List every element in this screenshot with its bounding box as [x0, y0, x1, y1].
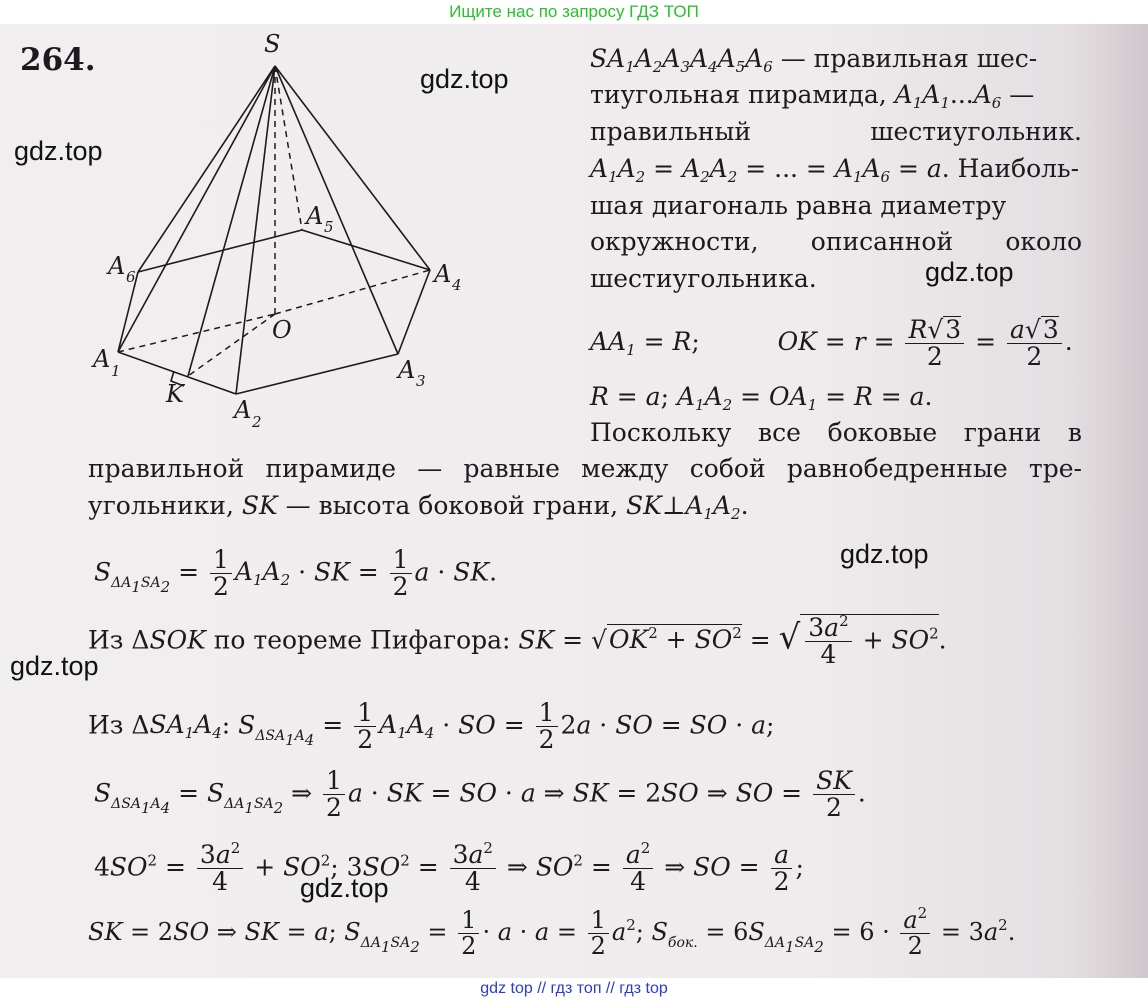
label-a4: A	[434, 260, 452, 288]
formula-area: $S_{\Delta A_1SA_2}$ = $\frac{1}{2}$ $A_1A_2$ · SK = $\frac{1}{2}$ a · SK.	[94, 545, 498, 602]
fraction: $\frac{1}{2}$	[588, 908, 609, 959]
label-a1: A	[93, 345, 111, 373]
line-12-b: — высота боковой грани,	[277, 491, 627, 520]
line-2-dash: —	[1001, 80, 1035, 109]
line-2: тиугольная пирамида, $A_1A_1...A_6$ —	[590, 80, 1035, 112]
line-14-b: по теореме Пифагора:	[205, 625, 519, 655]
fraction: $\frac{1}{2}$	[354, 700, 376, 754]
line-1: $SA_1A_2A_3A_4A_5A_6$ — правильная шес-	[590, 44, 1038, 76]
line-6	[590, 227, 1082, 257]
fraction: $\frac{3a^2}{4}$	[805, 615, 851, 669]
fraction: $\frac{1}{2}$	[210, 547, 232, 601]
fraction: $\frac{a}{2}$	[771, 842, 793, 896]
line-6-b: описанной	[810, 227, 954, 256]
formula-triangle-sa1a4: Из $\Delta SA_1A_4$: $S_{\Delta SA_1A_4}$ = $\frac{1}{2}$ $A_1A_4$ · SO = $\frac{1}{2}$ 2a · SO = SO · a;	[88, 698, 775, 755]
edge-sa3	[275, 66, 398, 354]
edge-a2a3	[236, 354, 398, 394]
textbook-page	[0, 24, 1148, 978]
fraction: $\frac{a^2}{4}$	[623, 842, 653, 896]
top-banner[interactable]: Ищите нас по запросу ГДЗ ТОП	[449, 2, 699, 21]
fraction: $\frac{1}{2}$	[390, 547, 412, 601]
line-3-a: правильный	[590, 117, 752, 146]
fraction: $\frac{R√3}{2}$	[905, 316, 964, 371]
formula-equal-areas: $S_{\Delta SA_1A_4} = S_{\Delta A_1SA_2}$ ⇒ $\frac{1}{2}$ a · SK = SO · a ⇒ SK = 2SO ⇒ SO = $\frac{SK}{2}$ .	[94, 766, 866, 823]
watermark: gdz.top	[300, 873, 389, 903]
label-a6: A	[108, 252, 126, 280]
formula-final: SK = 2SO ⇒ SK = a; $S_{\Delta A_1SA_2}$ = $\frac{1}{2}$ · a · a = $\frac{1}{2}$ $a^2$; $S_{бок.} = 6S_{\Delta A_1SA_2} = 6$ · $\frac{a^2}{2}$ = $3a^2$.	[88, 904, 1016, 961]
line-3-b: шестиугольник.	[870, 117, 1082, 146]
label-a2: A	[234, 396, 252, 424]
fraction: $\frac{3a^2}{4}$	[197, 842, 243, 896]
line-15-a: Из	[88, 710, 132, 740]
line-1-text: — правильная шес-	[772, 44, 1038, 73]
line-6-a: окружности,	[590, 227, 759, 256]
label-a5: A	[306, 202, 324, 230]
line-12-a: угольники,	[88, 491, 242, 520]
line-11: правильной пирамиде — равные между собой равнобедренные тре-	[88, 454, 1082, 483]
line-12: угольники, SK — высота боковой грани, $SK\perp A_1A_2$.	[88, 491, 749, 523]
fraction: $\frac{1}{2}$	[323, 768, 345, 822]
fraction: $\frac{3a^2}{4}$	[450, 842, 496, 896]
label-a3-sub: 3	[416, 372, 426, 390]
edge-sa4	[275, 66, 430, 270]
hidden-ok	[188, 314, 275, 376]
line-6-c: около	[1005, 227, 1083, 256]
hidden-edge-sa5	[275, 66, 302, 230]
fraction: $\frac{SK}{2}$	[813, 768, 855, 822]
watermark: gdz.top	[10, 651, 99, 681]
edge-a4a5	[302, 230, 430, 270]
edge-sa1	[118, 66, 275, 352]
label-a1-sub: 1	[111, 362, 121, 380]
hidden-oa4	[275, 270, 430, 314]
line-10: Поскольку все боковые грани в	[590, 418, 1082, 447]
label-s: S	[264, 30, 281, 58]
label-a5-sub: 5	[324, 218, 334, 236]
fraction: $\frac{a√3}{2}$	[1007, 316, 1062, 371]
bottom-banner[interactable]: gdz top // гдз топ // гдз top	[480, 980, 668, 997]
label-o: O	[272, 316, 292, 344]
line-3	[590, 117, 1082, 147]
label-k: K	[166, 380, 184, 408]
line-7: шестиугольника.	[590, 264, 817, 293]
line-4-text: . Наиболь-	[941, 154, 1080, 183]
formula-so: $4SO^2$ = $\frac{3a^2}{4}$ + $SO^2$; $3SO^2$ = $\frac{3a^2}{4}$ ⇒ $SO^2$ = $\frac{a^2}{4}$ ⇒ SO = $\frac{a}{2}$ ;	[94, 839, 804, 897]
fraction: $\frac{1}{2}$	[536, 700, 558, 754]
problem-number: 264.	[20, 42, 96, 78]
label-a2-sub: 2	[252, 413, 262, 431]
watermark: gdz.top	[420, 64, 509, 94]
line-4: $A_1A_2 = A_2A_2$ = ... = $A_1A_6 = a$. Наиболь-	[590, 154, 1080, 186]
formula-pythagoras: Из ΔSOK по теореме Пифагора: SK = $√OK^2 + SO^2$ = √ $\frac{3a^2}{4}$ + $SO^2$.	[88, 612, 947, 670]
line-14-a: Из	[88, 625, 132, 655]
watermark: gdz.top	[925, 257, 1014, 287]
line-2-dots: ...	[949, 80, 974, 109]
fraction: $\frac{a^2}{2}$	[900, 908, 930, 959]
label-a3: A	[398, 356, 416, 384]
edge-a3a4	[398, 270, 430, 354]
line-9: R = a; $A_1A_2 = OA_1 = R = a$.	[590, 382, 933, 414]
watermark: gdz.top	[840, 539, 929, 569]
fraction: $\frac{1}{2}$	[458, 908, 479, 959]
line-5: шая диагональ равна диаметру	[590, 191, 1007, 220]
line-8: $AA_1 = R$; OK = r = $\frac{R√3}{2}$ = $\frac{a√3}{2}$ .	[590, 315, 1073, 372]
label-a4-sub: 4	[452, 276, 462, 294]
apothem-sk	[188, 66, 275, 376]
watermark: gdz.top	[14, 136, 103, 166]
line-2-text: тиугольная пирамида,	[590, 80, 895, 109]
label-a6-sub: 6	[126, 268, 136, 286]
